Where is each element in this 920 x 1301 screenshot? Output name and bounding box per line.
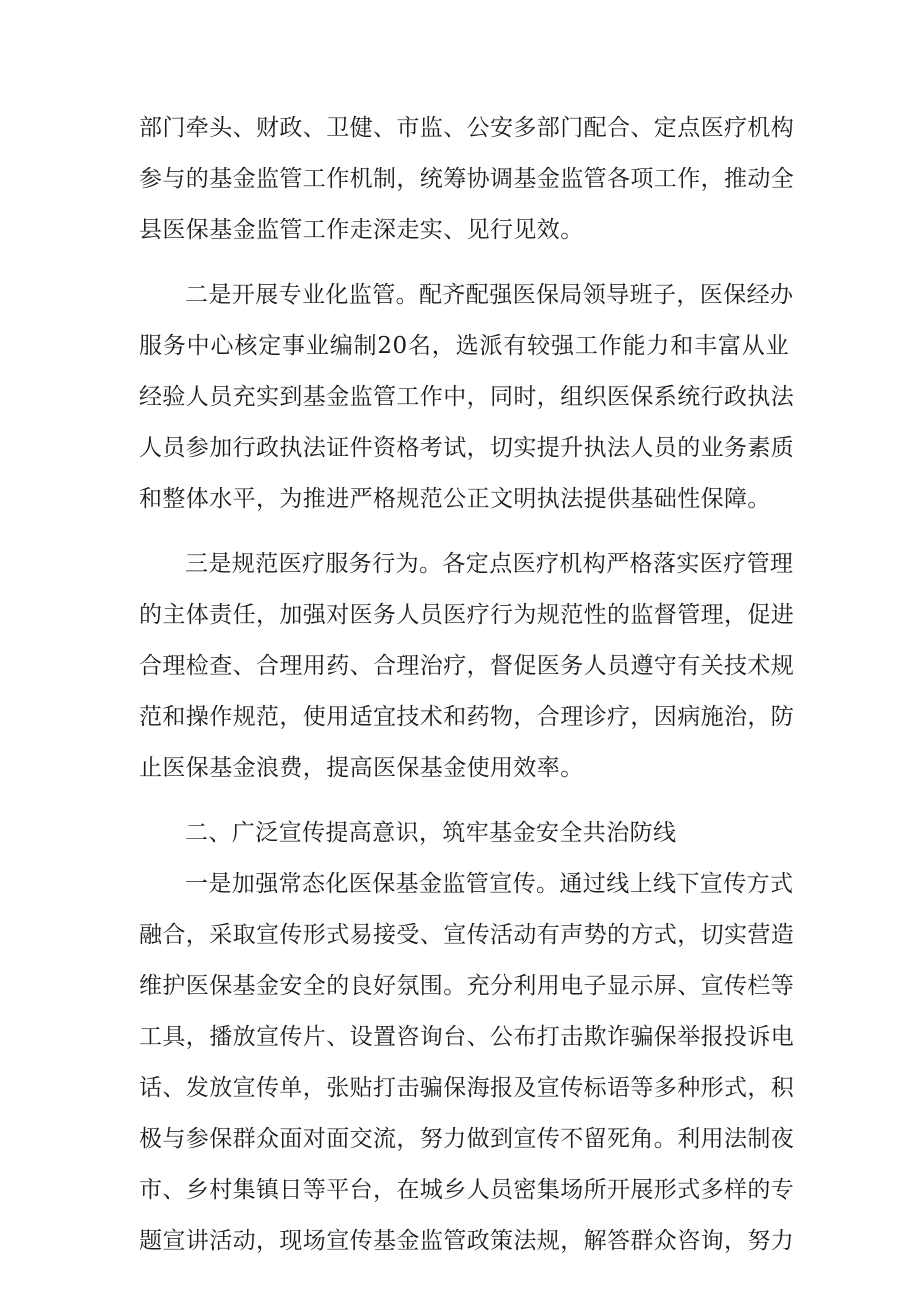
paragraph-5 [139, 859, 795, 1267]
paragraph-1 [139, 103, 795, 256]
paragraph-line: 工具，播放宣传片、设置咨询台、公布打击欺诈骗保举报投诉电 [139, 1024, 795, 1050]
paragraph-line: 维护医保基金安全的良好氛围。充分利用电子显示屏、宣传栏等 [139, 973, 795, 999]
paragraph-line: 服务中心核定事业编制20名，选派有较强工作能力和丰富从业 [139, 333, 789, 359]
paragraph-line: 人员参加行政执法证件资格考试，切实提升执法人员的业务素质 [139, 435, 795, 461]
paragraph-line: 二是开展专业化监管。配齐配强医保局领导班子，医保经办 [185, 282, 794, 308]
paragraph-line: 部门牵头、财政、卫健、市监、公安多部门配合、定点医疗机构 [139, 115, 795, 141]
paragraph-line: 参与的基金监管工作机制，统筹协调基金监管各项工作，推动全 [139, 166, 795, 192]
heading-line: 二、广泛宣传提高意识，筑牢基金安全共治防线 [185, 820, 677, 846]
paragraph-line: 止医保基金浪费，提高医保基金使用效率。 [139, 755, 584, 781]
paragraph-line: 话、发放宣传单，张贴打击骗保海报及宣传标语等多种形式，积 [139, 1075, 795, 1101]
paragraph-line: 市、乡村集镇日等平台，在城乡人员密集场所开展形式多样的专 [139, 1177, 795, 1203]
paragraph-line: 题宣讲活动，现场宣传基金监管政策法规，解答群众咨询，努力 [139, 1228, 795, 1254]
paragraph-line: 极与参保群众面对面交流，努力做到宣传不留死角。利用法制夜 [139, 1126, 795, 1152]
paragraph-line: 的主体责任，加强对医务人员医疗行为规范性的监督管理，促进 [139, 602, 795, 628]
paragraph-2 [139, 270, 795, 525]
paragraph-line: 一是加强常态化医保基金监管宣传。通过线上线下宣传方式 [185, 871, 794, 897]
paragraph-line: 三是规范医疗服务行为。各定点医疗机构严格落实医疗管理 [185, 551, 794, 577]
paragraph-3 [139, 539, 795, 794]
section-heading [139, 808, 789, 859]
paragraph-line: 和整体水平，为推进严格规范公正文明执法提供基础性保障。 [139, 486, 771, 512]
paragraph-line: 融合，采取宣传形式易接受、宣传活动有声势的方式，切实营造 [139, 922, 795, 948]
paragraph-line: 经验人员充实到基金监管工作中，同时，组织医保系统行政执法 [139, 384, 795, 410]
paragraph-line: 合理检查、合理用药、合理治疗，督促医务人员遵守有关技术规 [139, 653, 795, 679]
paragraph-line: 县医保基金监管工作走深走实、见行见效。 [139, 217, 584, 243]
paragraph-line: 范和操作规范，使用适宜技术和药物，合理诊疗，因病施治，防 [139, 704, 795, 730]
document-body [139, 103, 795, 1267]
